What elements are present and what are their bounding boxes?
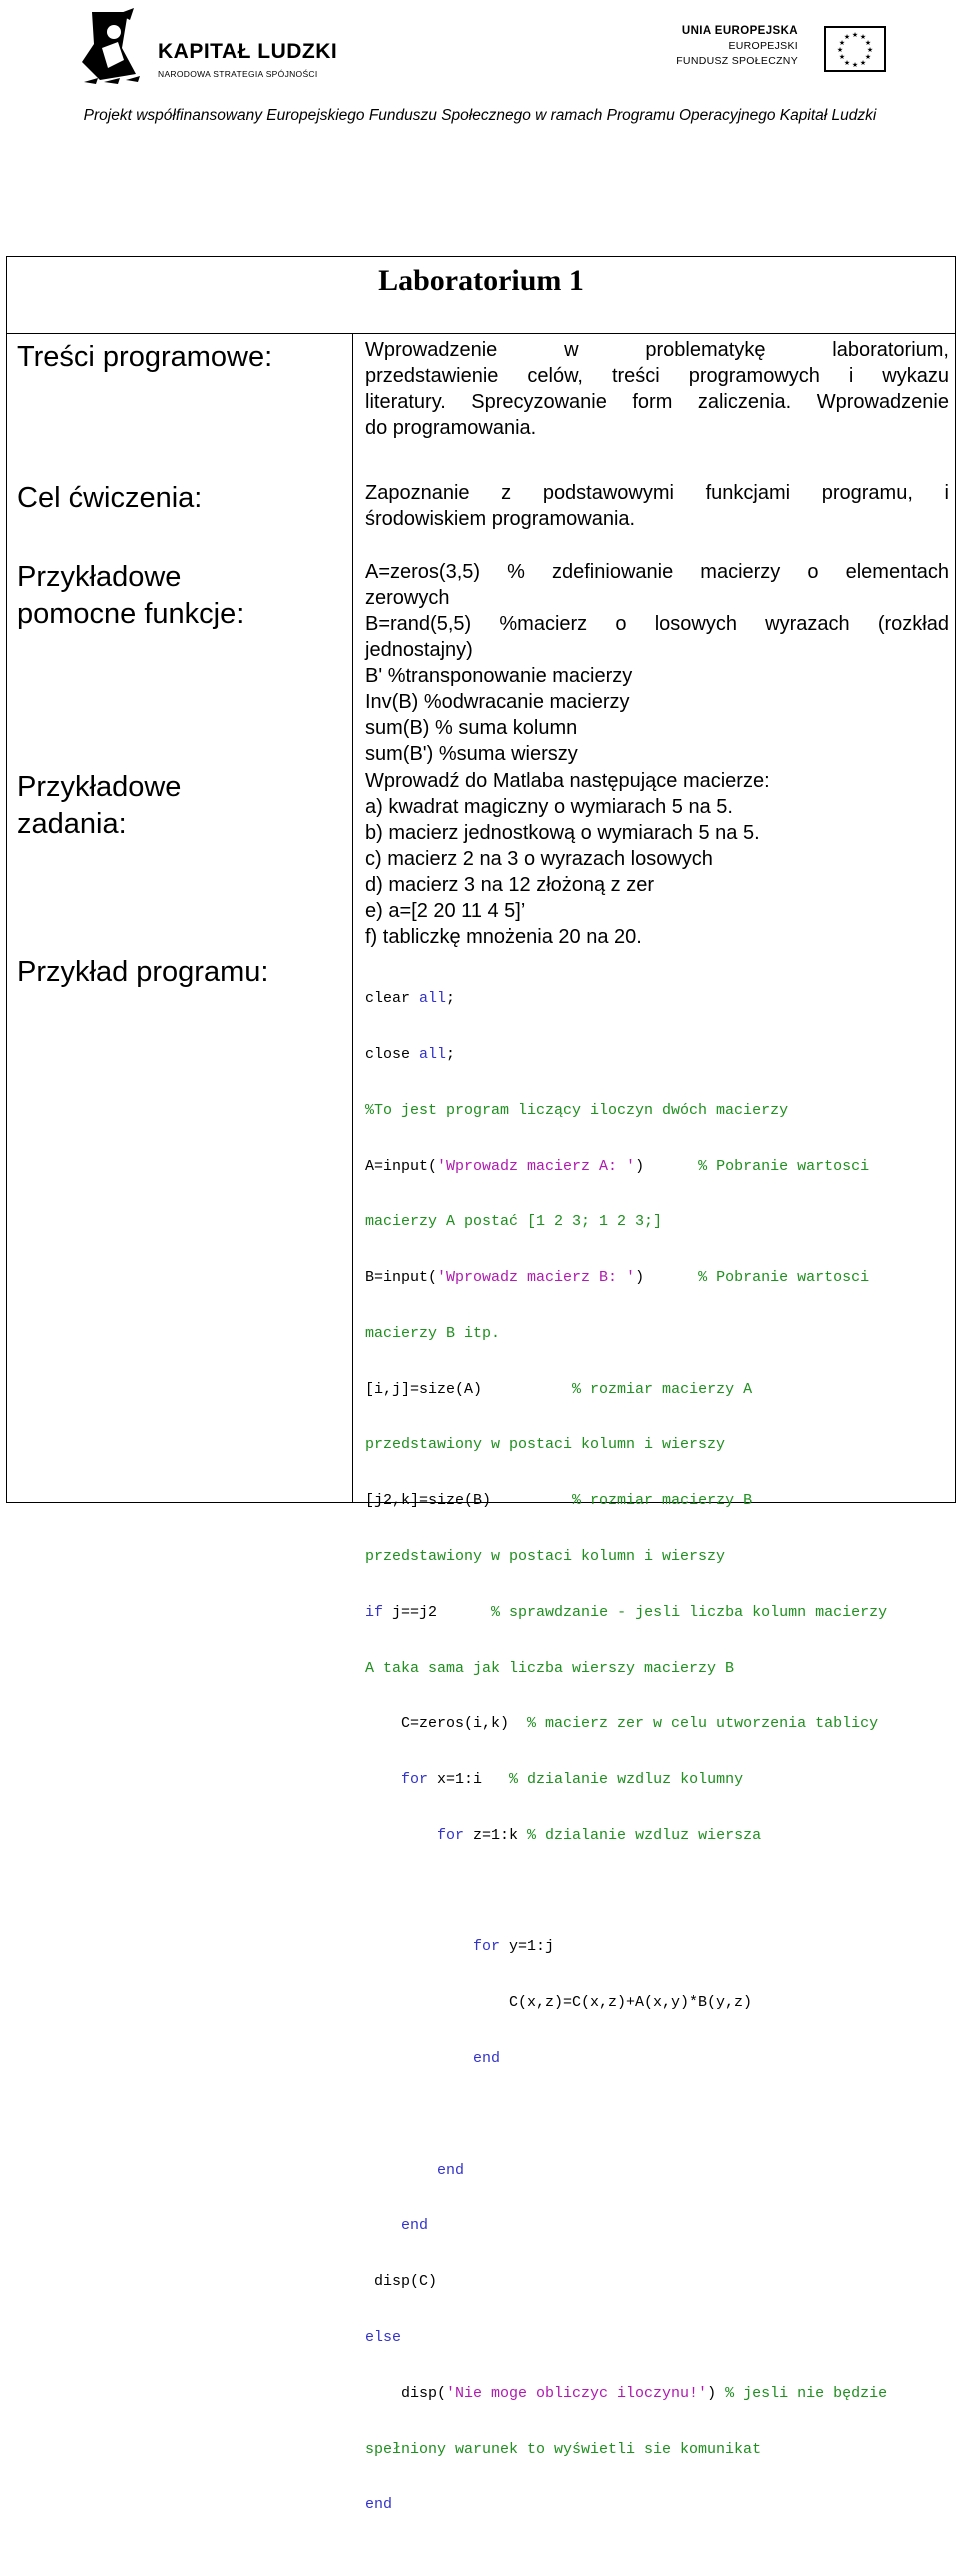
text-line: a) kwadrat magiczny o wymiarach 5 na 5. [365, 796, 733, 818]
label-program: Przykład programu: [17, 956, 269, 988]
svg-text:★: ★ [843, 59, 851, 67]
text-line: jednostajny) [365, 639, 473, 661]
text-line: Wprowadź do Matlaba następujące macierze: [365, 770, 770, 792]
page-title: Laboratorium 1 [378, 264, 584, 297]
code-line: [j2,k]=size(B) % rozmiar macierzy B [365, 1492, 753, 1510]
eu-line-3: FUNDUSZ SPOŁECZNY [676, 55, 798, 67]
code-line: end [473, 2050, 501, 2068]
eu-flag-icon [824, 26, 886, 72]
code-line: clear all; [365, 990, 456, 1008]
code-line: A=input('Wprowadz macierz A: ') % Pobranie wartosci [365, 1157, 870, 1175]
text-line: Inv(B) %odwracanie macierzy [365, 691, 630, 713]
label-line: zadania: [17, 808, 127, 840]
code-line: end [365, 2496, 393, 2514]
code-line: przedstawiony w postaci kolumn i wierszy [365, 1436, 726, 1454]
code-line: for z=1:k % dzialanie wzdluz wiersza [437, 1826, 762, 1844]
code-line: przedstawiony w postaci kolumn i wierszy [365, 1548, 726, 1565]
svg-text:★: ★ [843, 33, 851, 41]
text-line: przedstawienie celów, treści programowych i wykazu [365, 365, 949, 387]
code-line: spełniony warunek to wyświetli sie komunikat [365, 2440, 762, 2458]
label-line: Przykładowe [17, 561, 182, 593]
text-line: sum(B) % suma kolumn [365, 717, 578, 739]
column-divider [352, 333, 353, 1503]
text-zadania [365, 768, 949, 950]
title-row [7, 257, 955, 334]
text-line: sum(B') %suma wierszy [365, 743, 578, 765]
code-line: macierzy A postać [1 2 3; 1 2 3;] [365, 1213, 663, 1231]
text-tresci [365, 337, 949, 441]
label-zadania [17, 769, 181, 843]
code-line: end [401, 2217, 429, 2235]
text-line: c) macierz 2 na 3 o wyrazach losowych [365, 848, 713, 870]
text-line: zerowych [365, 587, 450, 609]
code-line: end [437, 2161, 465, 2179]
code-line: for x=1:i % dzialanie wzdluz kolumny [401, 1771, 744, 1789]
text-line: e) a=[2 20 11 4 5]’ [365, 900, 526, 922]
code-line: %To jest program liczący iloczyn dwóch macierzy [365, 1101, 789, 1119]
code-line: C(x,z)=C(x,z)+A(x,y)*B(y,z) [365, 1994, 753, 2012]
code-line: close all; [365, 1045, 456, 1063]
text-line: B' %transponowanie macierzy [365, 665, 633, 687]
code-line: disp(C) [365, 2273, 438, 2291]
code-line: A taka sama jak liczba wierszy macierzy B [365, 1659, 735, 1677]
text-line: Wprowadzenie w problematykę laboratorium, [365, 339, 949, 361]
code-line: else [365, 2328, 402, 2346]
text-cel [365, 480, 949, 532]
page-header [0, 0, 960, 135]
svg-text:★: ★ [859, 33, 867, 41]
svg-text:★: ★ [866, 46, 874, 54]
kapital-ludzki-logo [78, 8, 378, 98]
kapital-ludzki-emblem-icon [78, 8, 148, 88]
label-cel: Cel ćwiczenia: [17, 482, 203, 514]
text-line: B=rand(5,5) %macierz o losowych wyrazach (rozkład [365, 613, 949, 635]
code-line [365, 1883, 955, 1902]
label-line: Przykładowe [17, 771, 182, 803]
label-funkcje [17, 559, 244, 633]
kapital-ludzki-title: KAPITAŁ LUDZKI [158, 40, 338, 63]
code-listing [365, 953, 955, 2552]
label-tresci: Treści programowe: [17, 341, 273, 373]
code-line: [i,j]=size(A) % rozmiar macierzy A [365, 1380, 753, 1398]
project-cofinancing-note: Projekt współfinansowany Europejskiego Funduszu Społecznego w ramach Programu Operacyjnego Kapitał Ludzki [83, 107, 877, 124]
code-line: B=input('Wprowadz macierz B: ') % Pobranie wartosci [365, 1269, 870, 1287]
lab-table [6, 256, 956, 2514]
code-line [365, 2106, 955, 2125]
code-line: for y=1:j [473, 1938, 555, 1956]
svg-text:★: ★ [836, 46, 844, 54]
label-line: pomocne funkcje: [17, 598, 245, 630]
text-line: b) macierz jednostkową o wymiarach 5 na 5. [365, 822, 760, 844]
svg-text:★: ★ [838, 39, 846, 47]
svg-text:★: ★ [864, 53, 872, 61]
text-line: do programowania. [365, 417, 537, 439]
code-line: C=zeros(i,k) % macierz zer w celu utworzenia tablicy [365, 1715, 879, 1733]
text-line: środowiskiem programowania. [365, 508, 636, 530]
text-line: literatury. Sprecyzowanie form zaliczenia. Wprowadzenie [365, 391, 949, 413]
eu-line-1: UNIA EUROPEJSKA [681, 25, 798, 37]
text-line: A=zeros(3,5) % zdefiniowanie macierzy o elementach [365, 561, 949, 583]
code-line: macierzy B itp. [365, 1324, 501, 1342]
svg-text:★: ★ [864, 39, 872, 47]
eu-logo [672, 24, 892, 82]
text-funkcje [365, 559, 949, 767]
svg-text:★: ★ [838, 53, 846, 61]
code-line: if j==j2 % sprawdzanie - jesli liczba kolumn macierzy [365, 1603, 888, 1621]
eu-line-2: EUROPEJSKI [728, 40, 798, 52]
text-line: d) macierz 3 na 12 złożoną z zer [365, 874, 655, 896]
kapital-ludzki-subtitle: NARODOWA STRATEGIA SPÓJNOŚCI [158, 69, 318, 79]
svg-text:★: ★ [859, 59, 867, 67]
code-line: disp('Nie moge obliczyc iloczynu!') % jesli nie będzie [365, 2384, 888, 2402]
text-line: f) tabliczkę mnożenia 20 na 20. [365, 926, 642, 948]
svg-text:★: ★ [851, 61, 859, 69]
text-line: Zapoznanie z podstawowymi funkcjami programu, i [365, 482, 949, 504]
svg-text:★: ★ [851, 31, 859, 39]
